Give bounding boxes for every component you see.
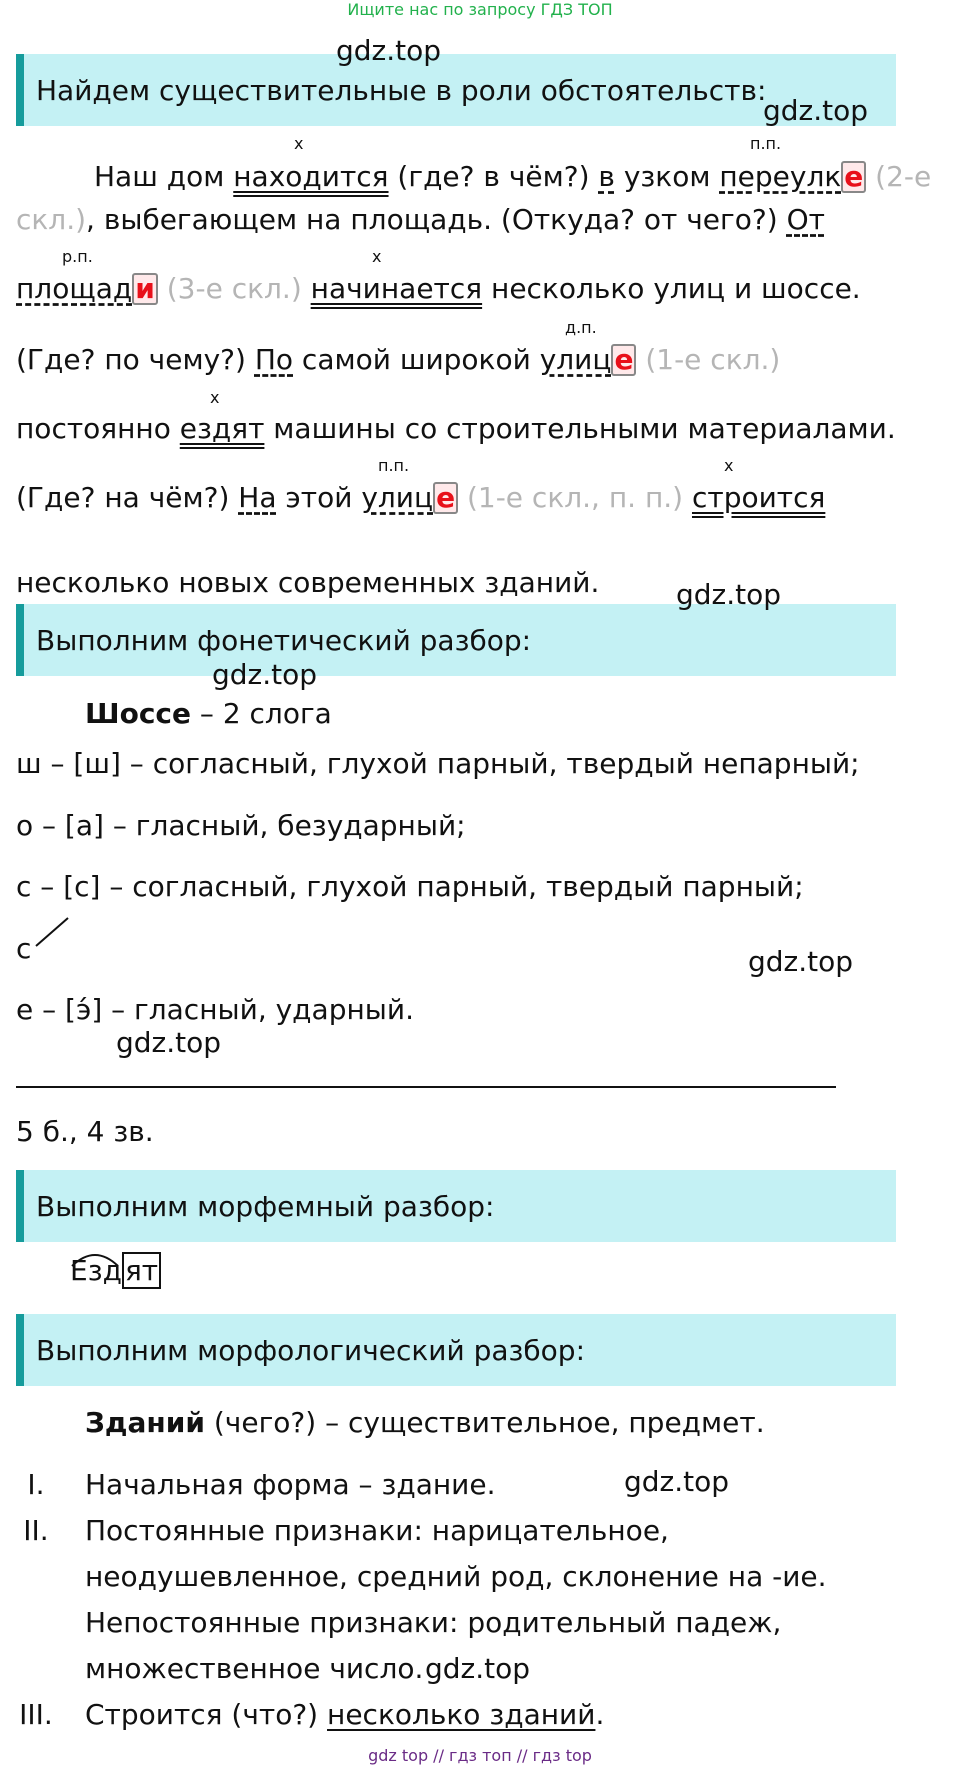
case-ending: е: [433, 482, 458, 514]
text-line-5: постоянно ездят машины со строительными материалами.: [16, 412, 896, 445]
silent-letter-slash: [32, 914, 72, 950]
section-heading-circumstances: Найдем существительные в роли обстоятельств:: [16, 54, 896, 126]
mark-predicate: х: [372, 247, 382, 266]
mark-predicate: х: [294, 134, 304, 153]
watermark: gdz.top: [763, 94, 869, 127]
morpheme-word: [70, 1254, 161, 1287]
case-ending: е: [611, 344, 636, 376]
noun-circumstance: переулк: [719, 160, 842, 193]
text-line-3: площад и (3-е скл.) начинается несколько улиц и шоссе.: [16, 272, 861, 305]
search-hint: Ищите нас по запросу ГДЗ ТОП: [347, 0, 613, 19]
watermark: gdz.top: [676, 578, 782, 611]
morph-word-line: Зданий (чего?) – существительное, предмет.: [85, 1406, 765, 1439]
text-line-7: несколько новых современных зданий.: [16, 566, 600, 599]
case-ending: е: [841, 161, 866, 193]
text-line-2: скл.), выбегающем на площадь. (Откуда? от чего?) От: [16, 203, 825, 236]
phonetic-line: ш – [ш] – согласный, глухой парный, твердый непарный;: [16, 747, 860, 780]
noun-circumstance: улиц: [361, 481, 434, 514]
phonetic-line: с: [16, 932, 32, 965]
list-item: Постоянные признаки: нарицательное,: [85, 1514, 669, 1547]
noun-circumstance: улиц: [539, 343, 612, 376]
watermark: gdz.top: [336, 34, 442, 67]
footer: gdz top // гдз топ // гдз top: [368, 1746, 592, 1765]
word-ending: ят: [122, 1252, 161, 1289]
phonetic-line: о – [а] – гласный, безударный;: [16, 809, 466, 842]
phonetic-line: е – [э́] – гласный, ударный.: [16, 993, 414, 1026]
list-item: множественное число.: [85, 1652, 424, 1685]
list-item: Начальная форма – здание.: [85, 1468, 496, 1501]
phonetic-line: с – [с] – согласный, глухой парный, твердый парный;: [16, 870, 804, 903]
phonetic-word: Шоссе: [85, 697, 192, 730]
phonetic-word-line: Шоссе – 2 слога: [85, 697, 332, 730]
mark-case: п.п.: [750, 134, 782, 153]
root-arc: [70, 1248, 120, 1268]
preposition: в: [598, 160, 615, 193]
watermark: gdz.top: [624, 1465, 730, 1498]
section-heading-morphemic: Выполним морфемный разбор:: [16, 1170, 896, 1242]
preposition: От: [786, 203, 825, 236]
divider: [16, 1086, 836, 1088]
text-line-6: (Где? на чём?) На этой улиц е (1-е скл., п. п.) строится: [16, 481, 826, 514]
section-heading-morphological: Выполним морфологический разбор:: [16, 1314, 896, 1386]
predicate-word: находится: [233, 160, 389, 193]
case-ending: и: [132, 273, 158, 305]
list-number: I.: [27, 1468, 45, 1501]
mark-case: п.п.: [378, 456, 410, 475]
list-item: Непостоянные признаки: родительный падеж,: [85, 1606, 782, 1639]
section-heading-phonetic: Выполним фонетический разбор:: [16, 604, 896, 676]
watermark: gdz.top: [748, 945, 854, 978]
list-item: неодушевленное, средний род, склонение на -ие.: [85, 1560, 827, 1593]
predicate-word: строится: [691, 481, 826, 514]
predicate-word: ездят: [179, 412, 265, 445]
predicate-word: начинается: [310, 272, 483, 305]
watermark: gdz.top: [116, 1026, 222, 1059]
mark-case: р.п.: [62, 247, 93, 266]
preposition: На: [238, 481, 277, 514]
mark-predicate: х: [724, 456, 734, 475]
text-line-4: (Где? по чему?) По самой широкой улиц е (1-е скл.): [16, 343, 781, 376]
list-item: Строится (что?) несколько зданий.: [85, 1698, 605, 1731]
text-line-1: Наш дом находится (где? в чём?) в узком переулк е (2-е: [94, 160, 932, 193]
watermark: gdz.top: [425, 1652, 531, 1685]
word-root: Езд: [70, 1254, 122, 1287]
phonetic-summary: 5 б., 4 зв.: [16, 1115, 154, 1148]
watermark: gdz.top: [212, 658, 318, 691]
morph-word: Зданий: [85, 1406, 205, 1439]
noun-circumstance: площад: [16, 272, 133, 305]
mark-predicate: х: [210, 388, 220, 407]
preposition: По: [254, 343, 294, 376]
subject-underlined: несколько зданий: [327, 1698, 596, 1731]
list-number: II.: [23, 1514, 49, 1547]
mark-case: д.п.: [565, 318, 597, 337]
list-number: III.: [19, 1698, 53, 1731]
